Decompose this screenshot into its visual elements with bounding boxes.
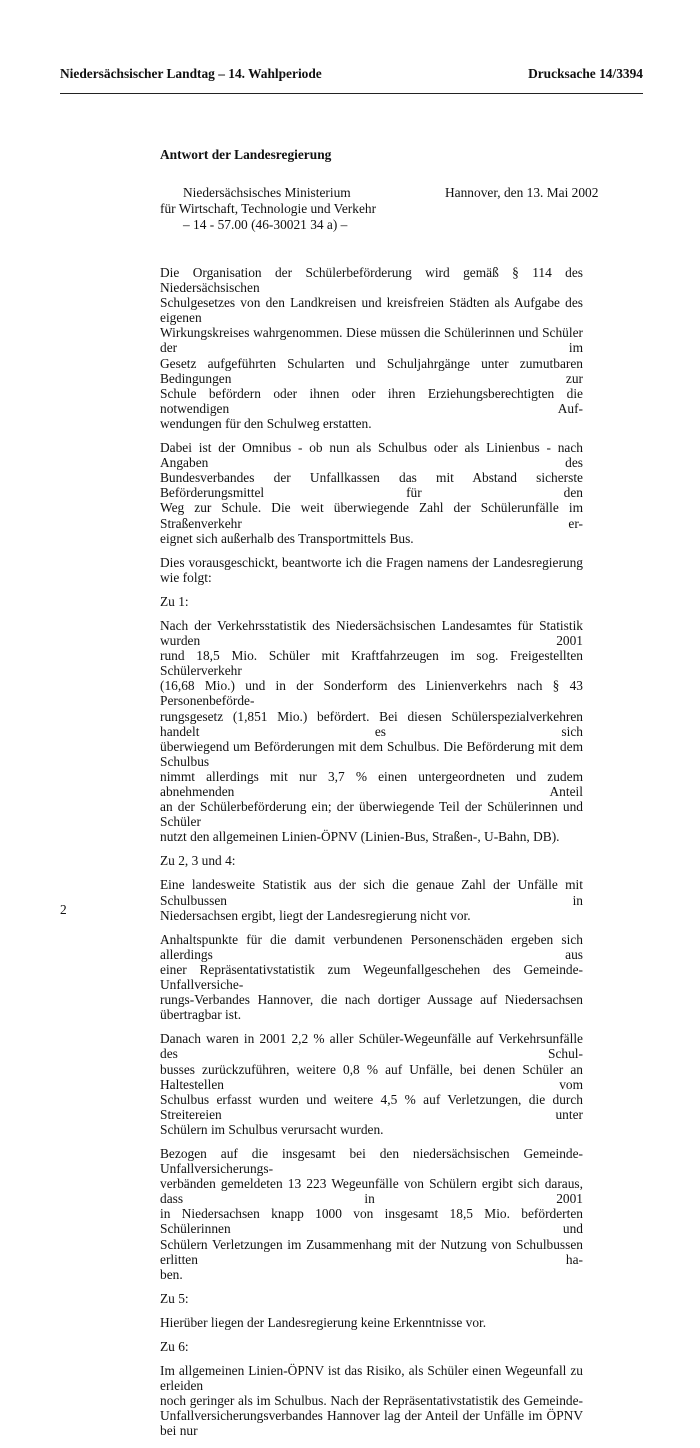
page-number: 2 xyxy=(60,902,67,917)
text-line: Bundesverbandes der Unfallkassen das mit Abstand sicherste Beförderungsmittel für den xyxy=(160,470,583,501)
paragraph xyxy=(160,877,583,922)
paragraph xyxy=(160,1291,583,1306)
header-right: Drucksache 14/3394 xyxy=(528,66,643,81)
text-line: Schule befördern oder ihnen oder ihren Erziehungsberechtigten die notwendigen Auf- xyxy=(160,385,583,416)
text-line: Nach der Verkehrsstatistik des Niedersächsischen Landesamtes für Statistik wurden 2001 xyxy=(160,617,583,649)
text-line: Schülern im Schulbus verursacht wurden. xyxy=(160,1121,384,1137)
ministry-line-2: für Wirtschaft, Technologie und Verkehr xyxy=(160,201,377,216)
paragraph xyxy=(160,265,583,431)
paragraph xyxy=(160,1146,583,1282)
text-line: nimmt allerdings mit nur 3,7 % einen untergeordneten und zudem abnehmenden Anteil xyxy=(160,768,583,799)
paragraph xyxy=(160,853,583,868)
date-line: Hannover, den 13. Mai 2002 xyxy=(445,185,599,200)
header-rule xyxy=(60,93,643,94)
text-line: Gesetz aufgeführten Schularten und Schuljahrgänge unter zumutbaren Bedingungen zur xyxy=(160,355,583,386)
text-line: Anhaltspunkte für die damit verbundenen Personenschäden ergeben sich allerdings aus xyxy=(160,931,583,962)
ministry-line-1: Niedersächsisches Ministerium xyxy=(183,185,351,200)
text-line: an der Schülerbeförderung ein; der überwiegende Teil der Schülerinnen und Schüler xyxy=(160,799,583,830)
paragraph xyxy=(160,440,583,546)
text-line: Die Organisation der Schülerbeförderung wird gemäß § 114 des Niedersächsischen xyxy=(160,265,583,296)
text-line: Zu 5: xyxy=(160,1290,189,1306)
paragraph xyxy=(160,555,583,585)
paragraph xyxy=(160,932,583,1023)
text-line: Danach waren in 2001 2,2 % aller Schüler-Wegeunfälle auf Verkehrsunfälle des Schul- xyxy=(160,1031,583,1062)
text-line: noch geringer als im Schulbus. Nach der Repräsentativstatistik des Gemeinde- xyxy=(160,1393,583,1409)
paragraph xyxy=(160,1315,583,1330)
text-line: Schülern Verletzungen im Zusammenhang mit der Nutzung von Schulbussen erlitten ha- xyxy=(160,1236,583,1267)
header-left: Niedersächsischer Landtag – 14. Wahlperiode xyxy=(60,66,322,81)
text-line: Eine landesweite Statistik aus der sich die genaue Zahl der Unfälle mit Schulbussen in xyxy=(160,877,583,908)
document-title: Antwort der Landesregierung xyxy=(160,147,332,162)
text-line: eignet sich außerhalb des Transportmittels Bus. xyxy=(160,530,414,546)
text-line: Im allgemeinen Linien-ÖPNV ist das Risiko, als Schüler einen Wegeunfall zu erleiden xyxy=(160,1363,583,1394)
body-text xyxy=(160,265,583,1448)
text-line: überwiegend um Beförderungen mit dem Schulbus. Die Beförderung mit dem Schulbus xyxy=(160,738,583,769)
paragraph xyxy=(160,594,583,609)
ministry-block xyxy=(160,185,376,233)
paragraph xyxy=(160,1031,583,1137)
text-line: Schulbus erfasst wurden und weitere 4,5 % auf Verletzungen, die durch Streitereien unter xyxy=(160,1091,583,1122)
text-line: busses zurückzuführen, weitere 0,8 % auf Unfälle, bei denen Schüler an Haltestellen vom xyxy=(160,1061,583,1092)
text-line: Dies vorausgeschickt, beantworte ich die Fragen namens der Landesregierung wie folgt: xyxy=(160,554,583,585)
text-line: Weg zur Schule. Die weit überwiegende Zahl der Schülerunfälle im Straßenverkehr er- xyxy=(160,500,583,531)
text-line: rund 18,5 Mio. Schüler mit Kraftfahrzeugen im sog. Freigestellten Schülerverkehr xyxy=(160,648,583,679)
text-line: Zu 6: xyxy=(160,1339,189,1354)
text-line: Zu 1: xyxy=(160,593,189,609)
text-line: Niedersachsen ergibt, liegt der Landesregierung nicht vor. xyxy=(160,907,471,923)
text-line: rungs-Verbandes Hannover, die nach dortiger Aussage auf Niedersachsen übertragbar ist. xyxy=(160,992,583,1023)
text-line: Bezogen auf die insgesamt bei den niedersächsischen Gemeinde-Unfallversicherungs- xyxy=(160,1145,583,1177)
text-line: rungsgesetz (1,851 Mio.) befördert. Bei diesen Schülerspezialverkehren handelt es sich xyxy=(160,708,583,739)
text-line: Zu 2, 3 und 4: xyxy=(160,853,236,869)
text-line: Unfallversicherungsverbandes Hannover lag der Anteil der Unfälle im ÖPNV bei nur xyxy=(160,1408,583,1439)
ministry-line-3: – 14 - 57.00 (46-30021 34 a) – xyxy=(183,217,348,232)
text-line: Hierüber liegen der Landesregierung keine Erkenntnisse vor. xyxy=(160,1314,487,1330)
text-line: wendungen für den Schulweg erstatten. xyxy=(160,415,372,431)
paragraph xyxy=(160,1363,583,1438)
text-line: nutzt den allgemeinen Linien-ÖPNV (Linien-Bus, Straßen-, U-Bahn, DB). xyxy=(160,829,560,845)
text-line: (16,68 Mio.) und in der Sonderform des Linienverkehrs nach § 43 Personenbeförde- xyxy=(160,678,583,709)
text-line: einer Repräsentativstatistik zum Wegeunfallgeschehen des Gemeinde-Unfallversiche- xyxy=(160,961,583,993)
text-line: Dabei ist der Omnibus - ob nun als Schulbus oder als Linienbus - nach Angaben des xyxy=(160,440,583,471)
text-line: Schulgesetzes von den Landkreisen und kreisfreien Städten als Aufgabe des eigenen xyxy=(160,295,583,326)
paragraph xyxy=(160,618,583,844)
paragraph xyxy=(160,1339,583,1354)
text-line: in Niedersachsen knapp 1000 von insgesamt 18,5 Mio. beförderten Schülerinnen und xyxy=(160,1206,583,1237)
text-line: ben. xyxy=(160,1266,183,1282)
text-line: Wirkungskreises wahrgenommen. Diese müssen die Schülerinnen und Schüler der im xyxy=(160,325,583,356)
text-line: verbänden gemeldeten 13 223 Wegeunfälle von Schülern ergibt sich daraus, dass in 2001 xyxy=(160,1176,583,1207)
